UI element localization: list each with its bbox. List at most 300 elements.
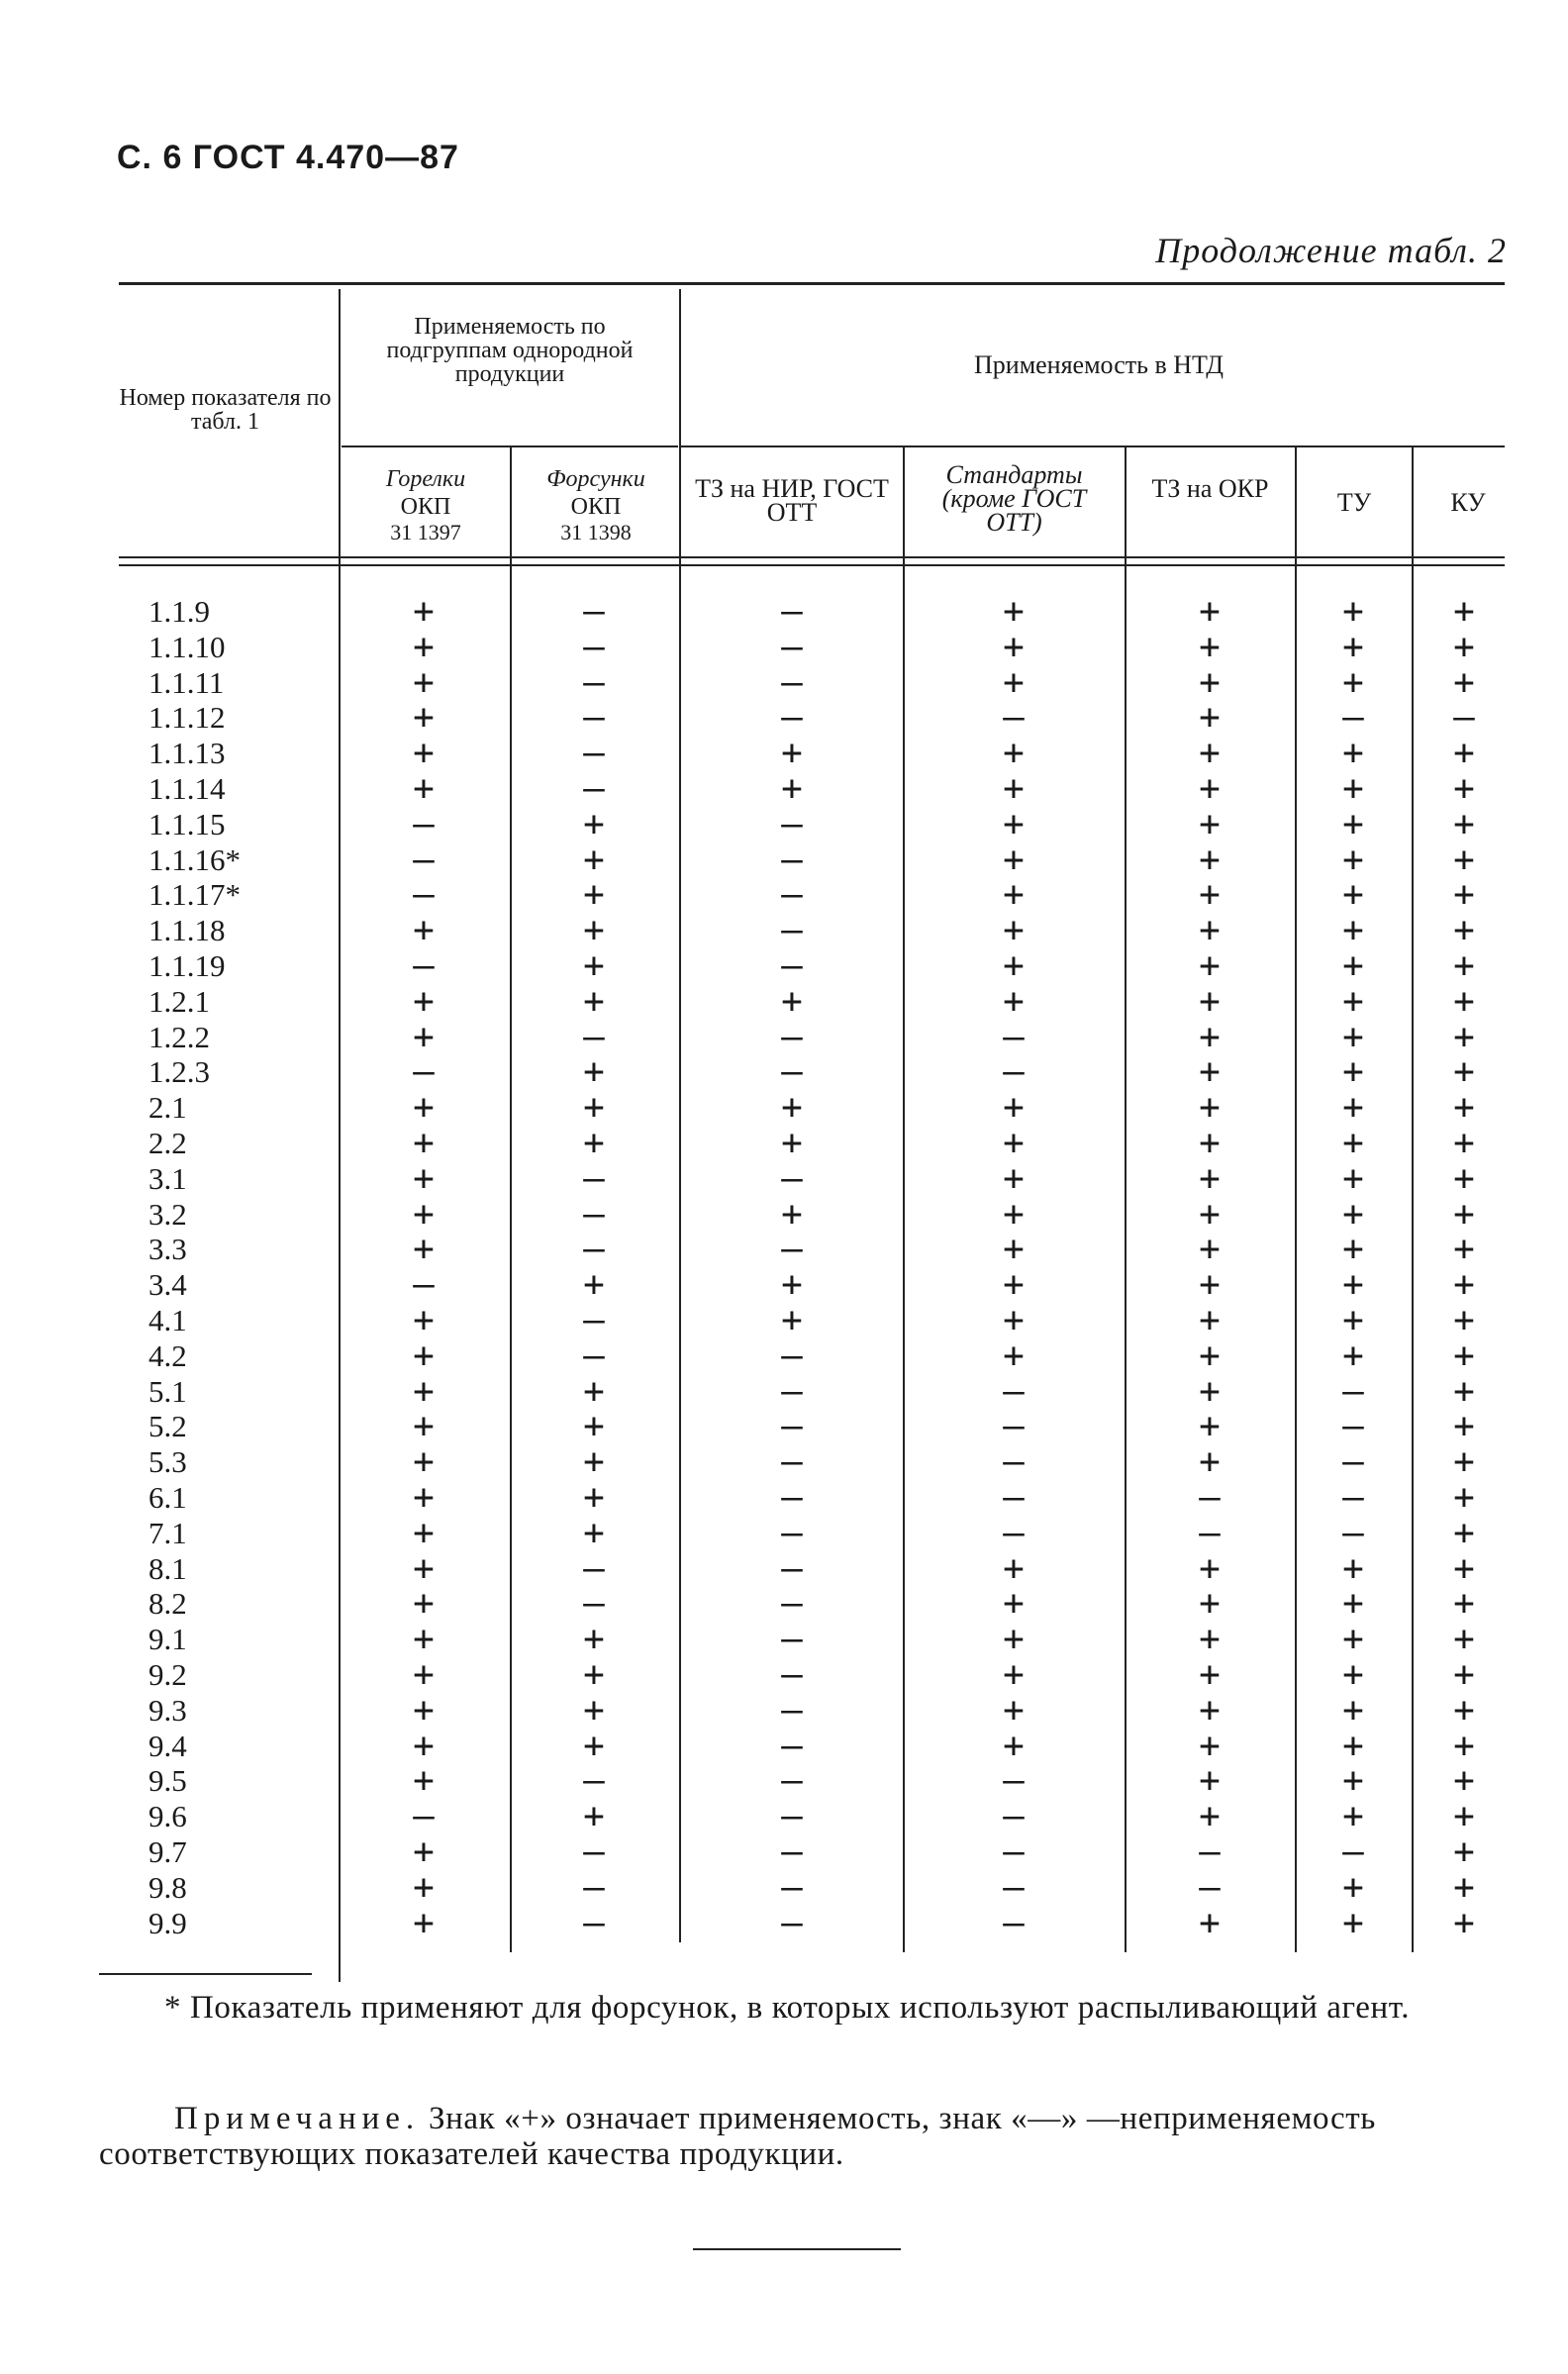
applicability-cell: — [1003,1441,1025,1483]
applicability-cell: + [583,1512,605,1553]
applicability-cell: + [413,768,435,809]
applicability-cell: + [1199,1335,1221,1376]
applicability-cell: + [1003,1087,1025,1129]
applicability-cell: + [1453,1512,1475,1553]
applicability-cell: + [1199,1229,1221,1270]
applicability-cell: — [583,591,605,632]
applicability-cell: + [1342,661,1364,703]
applicability-cell: — [1453,697,1475,739]
table-top-rule [119,282,1505,285]
applicability-cell: + [583,910,605,951]
applicability-cell: + [1199,1654,1221,1695]
applicability-cell: — [413,1051,435,1093]
applicability-cell: + [1342,626,1364,667]
applicability-cell: + [1003,1547,1025,1589]
applicability-cell: + [1003,980,1025,1022]
applicability-cell: + [1003,591,1025,632]
row-number: 9.7 [148,1834,187,1869]
applicability-cell: + [1453,1547,1475,1589]
row-number: 1.2.3 [148,1054,210,1090]
row-number: 9.2 [148,1657,187,1692]
applicability-cell: + [413,1654,435,1695]
row-number: 3.1 [148,1160,187,1196]
applicability-cell: + [583,1619,605,1660]
applicability-cell: — [583,1016,605,1057]
applicability-cell: + [583,803,605,844]
applicability-cell: + [1003,768,1025,809]
applicability-cell: + [413,1087,435,1129]
note-label: Примечание. [174,2101,421,2136]
applicability-cell: + [1453,1619,1475,1660]
applicability-cell: + [1453,1193,1475,1235]
applicability-cell: — [583,1831,605,1872]
header-bottom-rule [119,556,1505,558]
applicability-cell: + [1199,1441,1221,1483]
applicability-cell: + [413,1229,435,1270]
header-bottom-rule-2 [119,564,1505,566]
applicability-cell: + [1199,1016,1221,1057]
table-row [0,1370,1568,1412]
applicability-cell: — [583,1547,605,1589]
row-number: 9.5 [148,1763,187,1799]
applicability-cell: + [1453,1123,1475,1163]
applicability-cell: — [1199,1831,1221,1872]
applicability-cell: + [781,1123,803,1163]
applicability-cell: + [1453,733,1475,774]
row-number: 1.1.19 [148,948,226,983]
col-header-standards: Стандарты (кроме ГОСТ ОТТ) [941,460,1087,537]
applicability-cell: + [413,1157,435,1199]
page-end-rule [693,2248,901,2250]
applicability-cell: + [583,1654,605,1695]
applicability-cell: — [781,1760,803,1802]
applicability-cell: + [1342,1087,1364,1129]
applicability-cell: + [1342,1796,1364,1837]
applicability-cell: + [1342,1264,1364,1306]
applicability-cell: + [1342,945,1364,986]
applicability-cell: + [583,1123,605,1163]
applicability-cell: — [1003,1016,1025,1057]
applicability-cell: + [1003,1689,1025,1731]
group-header-ntd: Применяемость в НТД [974,350,1224,379]
applicability-cell: + [1003,839,1025,880]
applicability-cell: + [1342,768,1364,809]
row-number: 1.1.17* [148,877,241,913]
table-row [0,1547,1568,1589]
applicability-cell: + [1342,1725,1364,1766]
applicability-cell: + [1453,910,1475,951]
applicability-cell: + [413,1300,435,1340]
applicability-cell: + [1199,591,1221,632]
applicability-cell: — [583,1193,605,1235]
applicability-cell: — [781,1051,803,1093]
table-row [0,1760,1568,1802]
applicability-cell: + [583,980,605,1022]
applicability-cell: — [781,1547,803,1589]
table-row [0,1193,1568,1235]
applicability-cell: — [413,874,435,916]
applicability-cell: — [583,733,605,774]
applicability-cell: + [413,1866,435,1908]
applicability-cell: — [1003,1512,1025,1553]
applicability-cell: + [1453,980,1475,1022]
applicability-cell: — [781,1654,803,1695]
applicability-cell: — [781,803,803,844]
applicability-cell: + [413,1123,435,1163]
table-row [0,591,1568,632]
row-number: 7.1 [148,1515,187,1550]
applicability-cell: — [781,1370,803,1412]
applicability-cell: + [1342,1123,1364,1163]
applicability-cell: + [1453,1583,1475,1625]
applicability-cell: + [413,626,435,667]
applicability-cell: + [583,945,605,986]
applicability-cell: + [1003,1619,1025,1660]
applicability-cell: + [1453,1370,1475,1412]
col-header-nozzles-okp: ОКП [570,494,622,520]
table-continuation-caption: Продолжение табл. 2 [1155,231,1507,270]
applicability-cell: + [1003,1583,1025,1625]
table-row [0,661,1568,703]
applicability-cell: + [1003,803,1025,844]
applicability-cell: — [781,591,803,632]
row-number: 1.2.1 [148,983,210,1019]
applicability-cell: — [781,1157,803,1199]
row-number: 1.1.11 [148,664,225,700]
applicability-cell: + [1453,1016,1475,1057]
table-row [0,1831,1568,1872]
table-row [0,733,1568,774]
applicability-cell: — [583,1335,605,1376]
applicability-cell: + [1342,1157,1364,1199]
applicability-cell: + [1453,768,1475,809]
applicability-cell: + [1453,874,1475,916]
table-row [0,1866,1568,1908]
applicability-cell: — [781,1512,803,1553]
applicability-cell: — [781,1335,803,1376]
row-number: 1.1.9 [148,594,210,629]
applicability-cell: + [1453,1796,1475,1837]
applicability-cell: — [781,1725,803,1766]
col-header-nozzles-code: 31 1398 [560,520,632,544]
applicability-cell: + [1342,1583,1364,1625]
applicability-cell: — [1003,1760,1025,1802]
applicability-cell: + [413,1689,435,1731]
applicability-cell: + [1003,910,1025,951]
applicability-cell: + [1003,1157,1025,1199]
table-row [0,697,1568,739]
table-row [0,1229,1568,1270]
applicability-cell: — [583,661,605,703]
applicability-cell: + [1453,839,1475,880]
applicability-cell: + [1453,1760,1475,1802]
applicability-cell: + [1342,1760,1364,1802]
applicability-cell: + [413,980,435,1022]
applicability-cell: + [413,1193,435,1235]
applicability-cell: + [1199,1619,1221,1660]
applicability-cell: + [781,1264,803,1306]
applicability-cell: + [1199,980,1221,1022]
row-number: 9.3 [148,1692,187,1728]
applicability-cell: + [1003,626,1025,667]
row-number: 4.1 [148,1303,187,1337]
applicability-cell: + [1199,874,1221,916]
applicability-cell: + [1342,1300,1364,1340]
applicability-cell: — [583,1229,605,1270]
col-header-burners-code: 31 1397 [390,520,461,544]
applicability-cell: + [583,1406,605,1447]
applicability-cell: + [1453,803,1475,844]
note-block [99,2101,1495,2172]
table-row [0,910,1568,951]
row-number: 3.2 [148,1196,187,1232]
applicability-cell: + [1199,626,1221,667]
applicability-cell: — [413,839,435,880]
row-number: 5.2 [148,1409,187,1444]
row-number: 1.1.10 [148,629,226,664]
applicability-cell: + [1453,945,1475,986]
applicability-cell: — [1003,1796,1025,1837]
col-header-burners-title: Горелки [385,466,466,492]
applicability-cell: + [1342,1335,1364,1376]
table-row [0,874,1568,916]
applicability-cell: + [1453,1406,1475,1447]
applicability-cell: + [1199,803,1221,844]
applicability-cell: — [583,768,605,809]
applicability-cell: + [1199,768,1221,809]
applicability-cell: + [1199,1796,1221,1837]
applicability-cell: + [583,1051,605,1093]
applicability-cell: — [1199,1512,1221,1553]
row-number: 1.1.14 [148,771,226,806]
applicability-cell: + [781,1087,803,1129]
applicability-cell: + [583,874,605,916]
applicability-cell: — [1342,1441,1364,1483]
row-number: 8.1 [148,1550,187,1586]
applicability-cell: + [1342,1016,1364,1057]
applicability-cell: — [781,1016,803,1057]
applicability-cell: + [1199,1051,1221,1093]
applicability-cell: + [1453,1654,1475,1695]
applicability-cell: + [1342,1654,1364,1695]
applicability-cell: — [781,1406,803,1447]
applicability-cell: + [413,733,435,774]
applicability-cell: — [781,1583,803,1625]
applicability-cell: + [583,1370,605,1412]
applicability-cell: — [583,1157,605,1199]
applicability-cell: + [413,697,435,739]
applicability-cell: + [413,1760,435,1802]
table-row [0,1264,1568,1306]
table-row [0,839,1568,880]
applicability-cell: — [583,1866,605,1908]
row-number: 9.4 [148,1728,187,1763]
row-number: 2.1 [148,1090,187,1126]
row-number: 9.6 [148,1799,187,1834]
applicability-cell: — [781,839,803,880]
applicability-cell: + [413,1831,435,1872]
applicability-cell: + [1342,1547,1364,1589]
applicability-cell: — [583,1583,605,1625]
table-row [0,945,1568,986]
applicability-cell: + [1003,1654,1025,1695]
applicability-cell: + [1199,1123,1221,1163]
applicability-cell: + [583,1725,605,1766]
applicability-cell: + [413,1335,435,1376]
applicability-cell: + [1199,697,1221,739]
applicability-cell: + [583,1441,605,1483]
applicability-cell: + [1199,1157,1221,1199]
applicability-cell: — [1003,1477,1025,1518]
applicability-cell: + [413,1902,435,1943]
applicability-cell: + [1342,874,1364,916]
applicability-cell: + [1199,1087,1221,1129]
applicability-cell: + [1453,1725,1475,1766]
applicability-cell: + [1199,1406,1221,1447]
row-number: 1.2.2 [148,1019,210,1054]
applicability-cell: + [1342,1619,1364,1660]
applicability-cell: + [583,1264,605,1306]
applicability-cell: — [781,1831,803,1872]
group-header-divider-right [681,445,1505,447]
row-number: 5.3 [148,1444,187,1480]
table-row [0,1335,1568,1376]
applicability-cell: + [1342,1902,1364,1943]
applicability-cell: — [1342,697,1364,739]
applicability-cell: + [1453,1229,1475,1270]
applicability-cell: + [413,1547,435,1589]
table-row [0,1583,1568,1625]
applicability-cell: + [781,1300,803,1340]
applicability-cell: + [1003,661,1025,703]
applicability-cell: — [781,1796,803,1837]
table-row [0,1477,1568,1518]
row-number: 1.1.15 [148,806,226,841]
applicability-cell: + [1199,910,1221,951]
applicability-cell: + [1453,1477,1475,1518]
applicability-cell: — [781,626,803,667]
applicability-cell: + [1199,1725,1221,1766]
applicability-cell: — [781,1902,803,1943]
applicability-cell: + [1342,1051,1364,1093]
table-row [0,1016,1568,1057]
applicability-cell: — [583,1760,605,1802]
applicability-cell: — [1003,1902,1025,1943]
applicability-cell: + [583,1477,605,1518]
applicability-cell: + [1199,1547,1221,1589]
applicability-cell: + [1453,1051,1475,1093]
applicability-cell: + [1453,626,1475,667]
table-row [0,1512,1568,1553]
applicability-cell: + [1453,1335,1475,1376]
applicability-cell: + [413,1512,435,1553]
applicability-cell: + [1199,1264,1221,1306]
applicability-cell: — [1342,1831,1364,1872]
table-row [0,1051,1568,1093]
applicability-cell: + [1199,733,1221,774]
col-header-nozzles-title: Форсунки [546,466,645,492]
applicability-cell: — [413,945,435,986]
applicability-cell: + [1453,591,1475,632]
table-row [0,1300,1568,1340]
applicability-cell: + [413,591,435,632]
applicability-cell: — [781,910,803,951]
col-header-tu: ТУ [1336,488,1372,517]
applicability-cell: — [1003,1370,1025,1412]
applicability-cell: — [781,945,803,986]
applicability-cell: + [1453,1831,1475,1872]
applicability-cell: + [413,1583,435,1625]
row-number: 8.2 [148,1586,187,1622]
applicability-cell: + [583,1087,605,1129]
footnote: * Показатель применяют для форсунок, в которых используют распыливающий агент. [164,1990,1411,2026]
applicability-cell: — [781,1619,803,1660]
col-header-burners-okp: ОКП [400,494,451,520]
applicability-cell: + [1003,874,1025,916]
applicability-cell: — [781,874,803,916]
applicability-cell: — [1003,1051,1025,1093]
applicability-cell: — [781,1866,803,1908]
applicability-cell: + [1199,945,1221,986]
applicability-cell: + [1003,1229,1025,1270]
row-number: 4.2 [148,1337,187,1373]
applicability-cell: — [413,1796,435,1837]
row-number: 1.1.18 [148,913,226,948]
table-row [0,768,1568,809]
table-row [0,1441,1568,1483]
applicability-cell: + [413,1370,435,1412]
applicability-cell: — [1199,1477,1221,1518]
applicability-cell: — [781,1229,803,1270]
applicability-cell: — [583,1300,605,1340]
applicability-cell: + [413,661,435,703]
applicability-cell: — [781,697,803,739]
applicability-cell: + [1342,733,1364,774]
table-row [0,1087,1568,1129]
applicability-cell: + [1342,839,1364,880]
row-number: 3.3 [148,1232,187,1267]
applicability-cell: — [781,1441,803,1483]
applicability-cell: — [1003,1406,1025,1447]
applicability-cell: + [413,1016,435,1057]
row-number: 1.1.12 [148,700,226,736]
row-number: 3.4 [148,1267,187,1303]
row-number: 1.1.16* [148,841,241,877]
applicability-cell: + [1199,1370,1221,1412]
col-header-number: Номер показателя по табл. 1 [119,385,332,435]
applicability-cell: + [1342,803,1364,844]
row-number: 9.9 [148,1905,187,1940]
applicability-cell: + [1342,1866,1364,1908]
applicability-cell: + [1199,1193,1221,1235]
applicability-cell: + [1342,980,1364,1022]
table-row [0,1654,1568,1695]
applicability-cell: + [413,1441,435,1483]
applicability-cell: + [1003,1300,1025,1340]
table-bottom-rule [99,1973,312,1975]
applicability-cell: — [413,803,435,844]
applicability-cell: + [413,1725,435,1766]
table-row [0,1619,1568,1660]
applicability-cell: + [1199,1689,1221,1731]
table-row [0,980,1568,1022]
applicability-cell: + [1199,839,1221,880]
applicability-cell: + [1453,661,1475,703]
applicability-cell: + [1453,1157,1475,1199]
page-reference: С. 6 ГОСТ 4.470—87 [117,139,459,176]
note-text: Знак «+» означает применяемость, знак «—» —неприменяемость соответствующих показателей качества продукции. [99,2101,1376,2172]
applicability-cell: + [1003,1335,1025,1376]
